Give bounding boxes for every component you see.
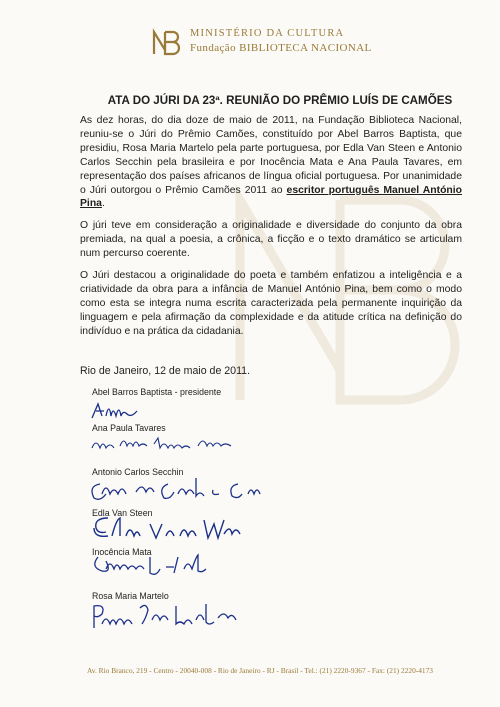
ministry-name: MINISTÉRIO DA CULTURA — [190, 28, 345, 39]
document-date: Rio de Janeiro, 12 de maio de 2011. — [80, 365, 251, 377]
document-body — [80, 114, 462, 347]
paragraph-decision-end: . — [101, 198, 105, 210]
signature — [88, 600, 248, 632]
signatory-name: Ana Paula Tavares — [92, 423, 166, 433]
signatory-name: Inocência Mata — [92, 547, 152, 557]
signature — [88, 553, 218, 579]
winner-name: escritor português Manuel António Pina — [80, 184, 462, 210]
signature — [88, 514, 248, 542]
signatory-name: Abel Barros Baptista - presidente — [92, 387, 222, 397]
footer-address: Av. Rio Branco, 219 - Centro - 20040-008 - Rio de Janeiro - RJ - Brasil - Tel.: (21) 2220-9367 - Fax: (21) 2220-4173 — [86, 666, 434, 675]
signature — [88, 400, 148, 422]
paragraph-highlights: O Júri destacou a originalidade do poeta e também enfatizou a inteligência e a criatividade da obra para a infância de Manuel António Pina, bem como o modo como esta se integra numa escrita caracterizada pela permanente inquirição da linguagem e pela afirmação da complexidade e da atitude crítica na definição do indivíduo e na prática da cidadania. — [80, 270, 462, 337]
paragraph-decision — [80, 114, 462, 211]
paragraph-decision-text: As dez horas, do dia doze de maio de 2011, na Fundação Biblioteca Nacional, reuniu-se o Júri do Prêmio Camões, constituído por Abel Barros Baptista, que presidiu, Rosa Maria Martelo pela parte portuguesa, por Edla Van Steen e Antonio Carlos Secchin pela brasileira e por Inocência Mata e Ana Paula Tavares, em representação dos países africanos de língua oficial portuguesa. Por unanimidade o Júri outorgou o Prêmio Camões 2011 ao — [80, 115, 462, 196]
signature — [88, 476, 268, 502]
paragraph-consideration: O júri teve em consideração a originalidade e diversidade do conjunto da obra premiada, na qual a poesia, a crônica, a ficção e o texto dramático se articulam num percurso coerente. — [80, 220, 462, 260]
signatory-name: Edla Van Steen — [92, 508, 153, 518]
signature — [88, 434, 238, 454]
document-title: ATA DO JÚRI DA 23ª. REUNIÃO DO PRÊMIO LUÍS DE CAMÕES — [107, 94, 453, 107]
signatory-name: Antonio Carlos Secchin — [92, 467, 184, 477]
foundation-name: Fundação BIBLIOTECA NACIONAL — [190, 42, 372, 54]
signatory-name: Rosa Maria Martelo — [92, 591, 169, 601]
biblioteca-nacional-logo-icon — [148, 26, 182, 60]
